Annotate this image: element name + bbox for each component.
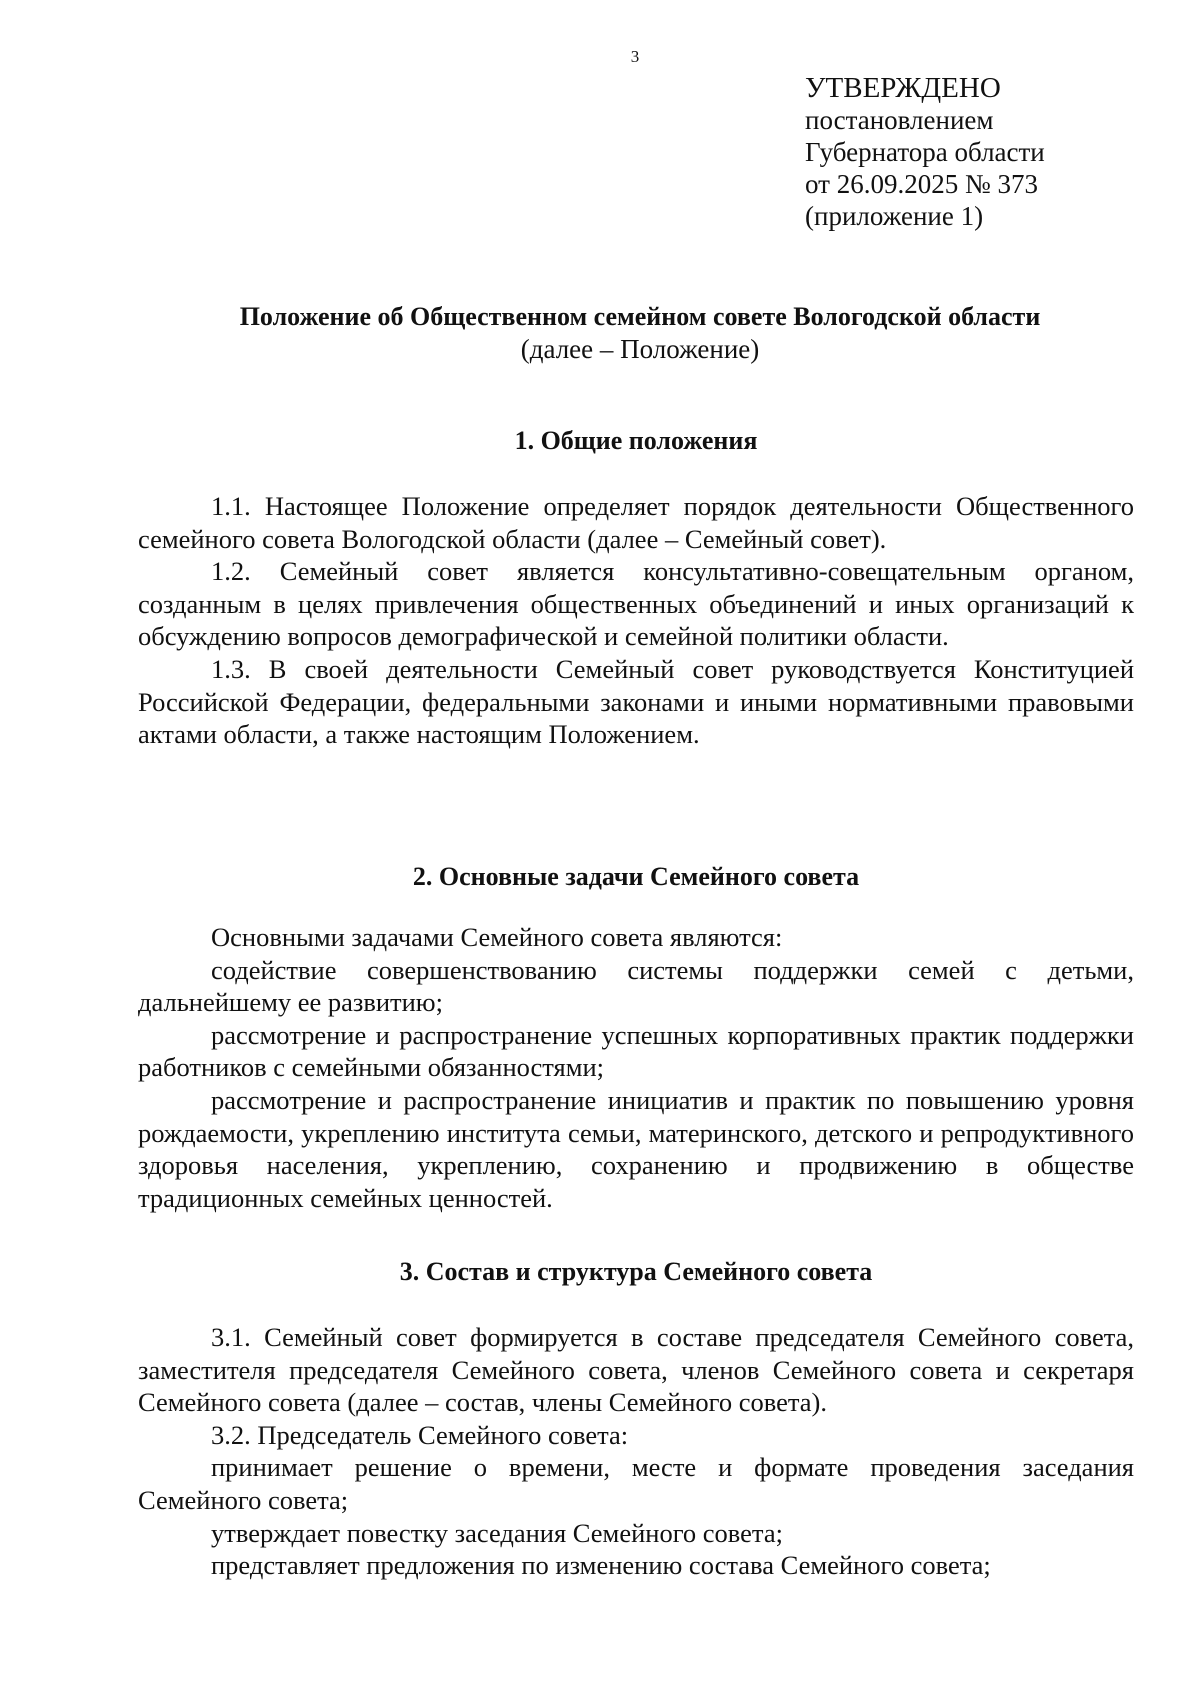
section-1-paragraph-2: 1.2. Семейный совет является консультативно-совещательным органом, созданным в целях привлечения общественных объединений и иных организаций к обсуждению вопросов демографической и семейной политики области. (138, 556, 1134, 652)
section-3-paragraph-1: 3.1. Семейный совет формируется в составе председателя Семейного совета, заместителя председателя Семейного совета, членов Семейного совета и секретаря Семейного совета (далее – состав, члены Семейного совета). (138, 1322, 1134, 1418)
section-2 (138, 860, 1134, 1214)
approval-line-4: от 26.09.2025 № 373 (805, 169, 1038, 199)
section-3-heading: 3. Состав и структура Семейного совета (399, 1257, 873, 1286)
section-1-paragraph-1: 1.1. Настоящее Положение определяет порядок деятельности Общественного семейного совета Вологодской области (далее – Семейный совет). (138, 491, 1134, 554)
section-3 (138, 1255, 1134, 1582)
approval-line-3: Губернатора области (805, 137, 1045, 167)
section-3-paragraph-5: представляет предложения по изменению состава Семейного совета; (211, 1550, 991, 1581)
section-2-paragraph-1: Основными задачами Семейного совета являются: (211, 922, 783, 952)
approval-line-2: постановлением (805, 105, 994, 135)
section-2-paragraph-2: содействие совершенствованию системы поддержки семей с детьми, дальнейшему ее развитию; (138, 954, 1134, 1018)
document-title (140, 300, 1140, 366)
approval-line-5: (приложение 1) (805, 201, 984, 231)
section-3-paragraph-2: 3.2. Председатель Семейного совета: (211, 1419, 629, 1450)
approval-line-1: УТВЕРЖДЕНО (805, 72, 1001, 104)
page-number: 3 (630, 47, 640, 66)
section-2-paragraph-4: рассмотрение и распространение инициатив и практик по повышению уровня рождаемости, укреплению института семьи, материнского, детского и репродуктивного здоровья населения, укреплению, сохранению и продвижению в обществе традиционных семейных ценностей. (138, 1084, 1134, 1213)
document-title-main: Положение об Общественном семейном совете Вологодской области (239, 302, 1041, 331)
document-title-sub: (далее – Положение) (520, 334, 760, 364)
section-1 (138, 424, 1134, 751)
approval-stamp (805, 72, 1165, 232)
section-3-paragraph-4: утверждает повестку заседания Семейного совета; (211, 1517, 783, 1548)
section-2-paragraph-3: рассмотрение и распространение успешных корпоративных практик поддержки работников с семейными обязанностями; (138, 1019, 1134, 1083)
section-1-paragraph-3: 1.3. В своей деятельности Семейный совет руководствуется Конституцией Российской Федерации, федеральными законами и иными нормативными правовыми актами области, а также настоящим Положением. (138, 653, 1134, 750)
section-2-heading: 2. Основные задачи Семейного совета (412, 862, 860, 891)
section-1-heading: 1. Общие положения (514, 426, 758, 455)
section-3-paragraph-3: принимает решение о времени, месте и формате проведения заседания Семейного совета; (138, 1452, 1134, 1515)
